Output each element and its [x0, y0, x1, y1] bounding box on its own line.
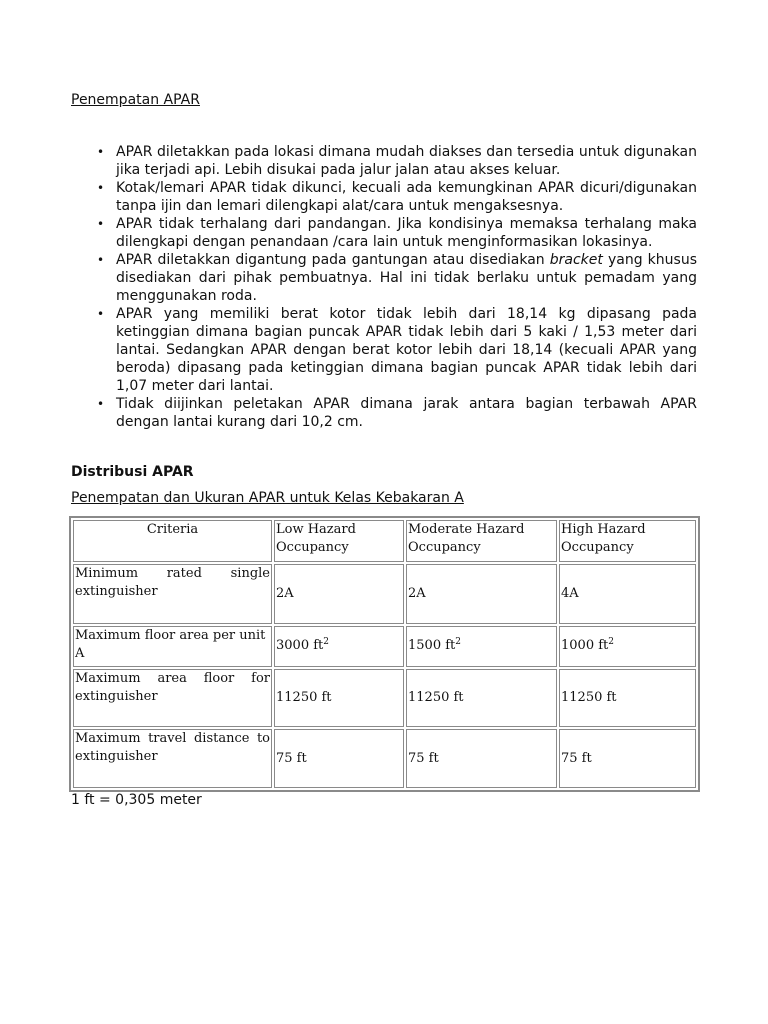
- bullet-icon: •: [97, 253, 105, 267]
- cell-moderate: 1500 $ft^2$: [406, 626, 557, 666]
- cell-low: 3000 $ft^2$: [274, 626, 404, 666]
- bullet-icon: •: [97, 307, 105, 321]
- cell-high: 11250 ft: [559, 669, 696, 728]
- bullet-icon: •: [97, 181, 105, 195]
- list-item: • Tidak diijinkan peletakan APAR dimana jarak antara bagian terbawah APAR dengan lantai kurang dari 10,2 cm.: [97, 396, 697, 430]
- table-row: [73, 729, 696, 788]
- cell-high: 4A: [559, 564, 696, 624]
- list-item: • APAR yang memiliki berat kotor tidak lebih dari 18,14 kg dipasang pada ketinggian dimana bagian puncak APAR tidak lebih dari 5 kaki / 1,53 meter dari lantai. Sedangkan APAR dengan berat kotor lebih dari 18,14 (kecuali APAR yang beroda) dipasang pada ketinggian dimana bagian puncak APAR tidak lebih dari 1,07 meter dari lantai.: [97, 306, 697, 394]
- cell-high: 75 ft: [559, 729, 696, 788]
- section-title-penempatan: Penempatan APAR: [71, 92, 200, 108]
- table-row: [73, 669, 696, 728]
- bullet-icon: •: [97, 217, 105, 231]
- cell-criteria: Maximum area floor for extinguisher: [73, 669, 272, 728]
- cell-low: 75 ft: [274, 729, 404, 788]
- list-item: • APAR tidak terhalang dari pandangan. Jika kondisinya memaksa terhalang maka dilengkapi dengan penandaan /cara lain untuk menginformasikan lokasinya.: [97, 216, 697, 250]
- unit-note: 1 ft = 0,305 meter: [71, 792, 202, 808]
- table-caption: Penempatan dan Ukuran APAR untuk Kelas Kebakaran A: [71, 490, 464, 506]
- header-high-hazard: High Hazard Occupancy: [559, 520, 696, 562]
- list-item: • APAR diletakkan digantung pada gantungan atau disediakan bracket yang khusus disediakan dari pihak pembuatnya. Hal ini tidak berlaku untuk pemadam yang menggunakan roda.: [97, 252, 697, 304]
- bullet-list: [71, 143, 697, 431]
- header-moderate-hazard: Moderate Hazard Occupancy: [406, 520, 557, 562]
- cell-criteria: Minimum rated single extinguisher: [73, 564, 272, 624]
- cell-moderate: 75 ft: [406, 729, 557, 788]
- cell-criteria: Maximum floor area per unit A: [73, 626, 272, 666]
- section-title-distribusi: Distribusi APAR: [71, 464, 194, 480]
- header-low-hazard: Low Hazard Occupancy: [274, 520, 404, 562]
- header-criteria: Criteria: [73, 520, 272, 562]
- table-row: [73, 564, 696, 624]
- table-row: [73, 626, 696, 666]
- cell-criteria: Maximum travel distance to extinguisher: [73, 729, 272, 788]
- bullet-icon: •: [97, 145, 105, 159]
- apar-table: [69, 516, 700, 792]
- cell-low: 11250 ft: [274, 669, 404, 728]
- list-item: • APAR diletakkan pada lokasi dimana mudah diakses dan tersedia untuk digunakan jika terjadi api. Lebih disukai pada jalur jalan atau akses keluar.: [97, 144, 697, 178]
- bullet-icon: •: [97, 397, 105, 411]
- cell-low: 2A: [274, 564, 404, 624]
- list-item: • Kotak/lemari APAR tidak dikunci, kecuali ada kemungkinan APAR dicuri/digunakan tanpa ijin dan lemari dilengkapi alat/cara untuk mengaksesnya.: [97, 180, 697, 214]
- cell-high: 1000 $ft^2$: [559, 626, 696, 666]
- table-header-row: [73, 520, 696, 562]
- cell-moderate: 11250 ft: [406, 669, 557, 728]
- cell-moderate: 2A: [406, 564, 557, 624]
